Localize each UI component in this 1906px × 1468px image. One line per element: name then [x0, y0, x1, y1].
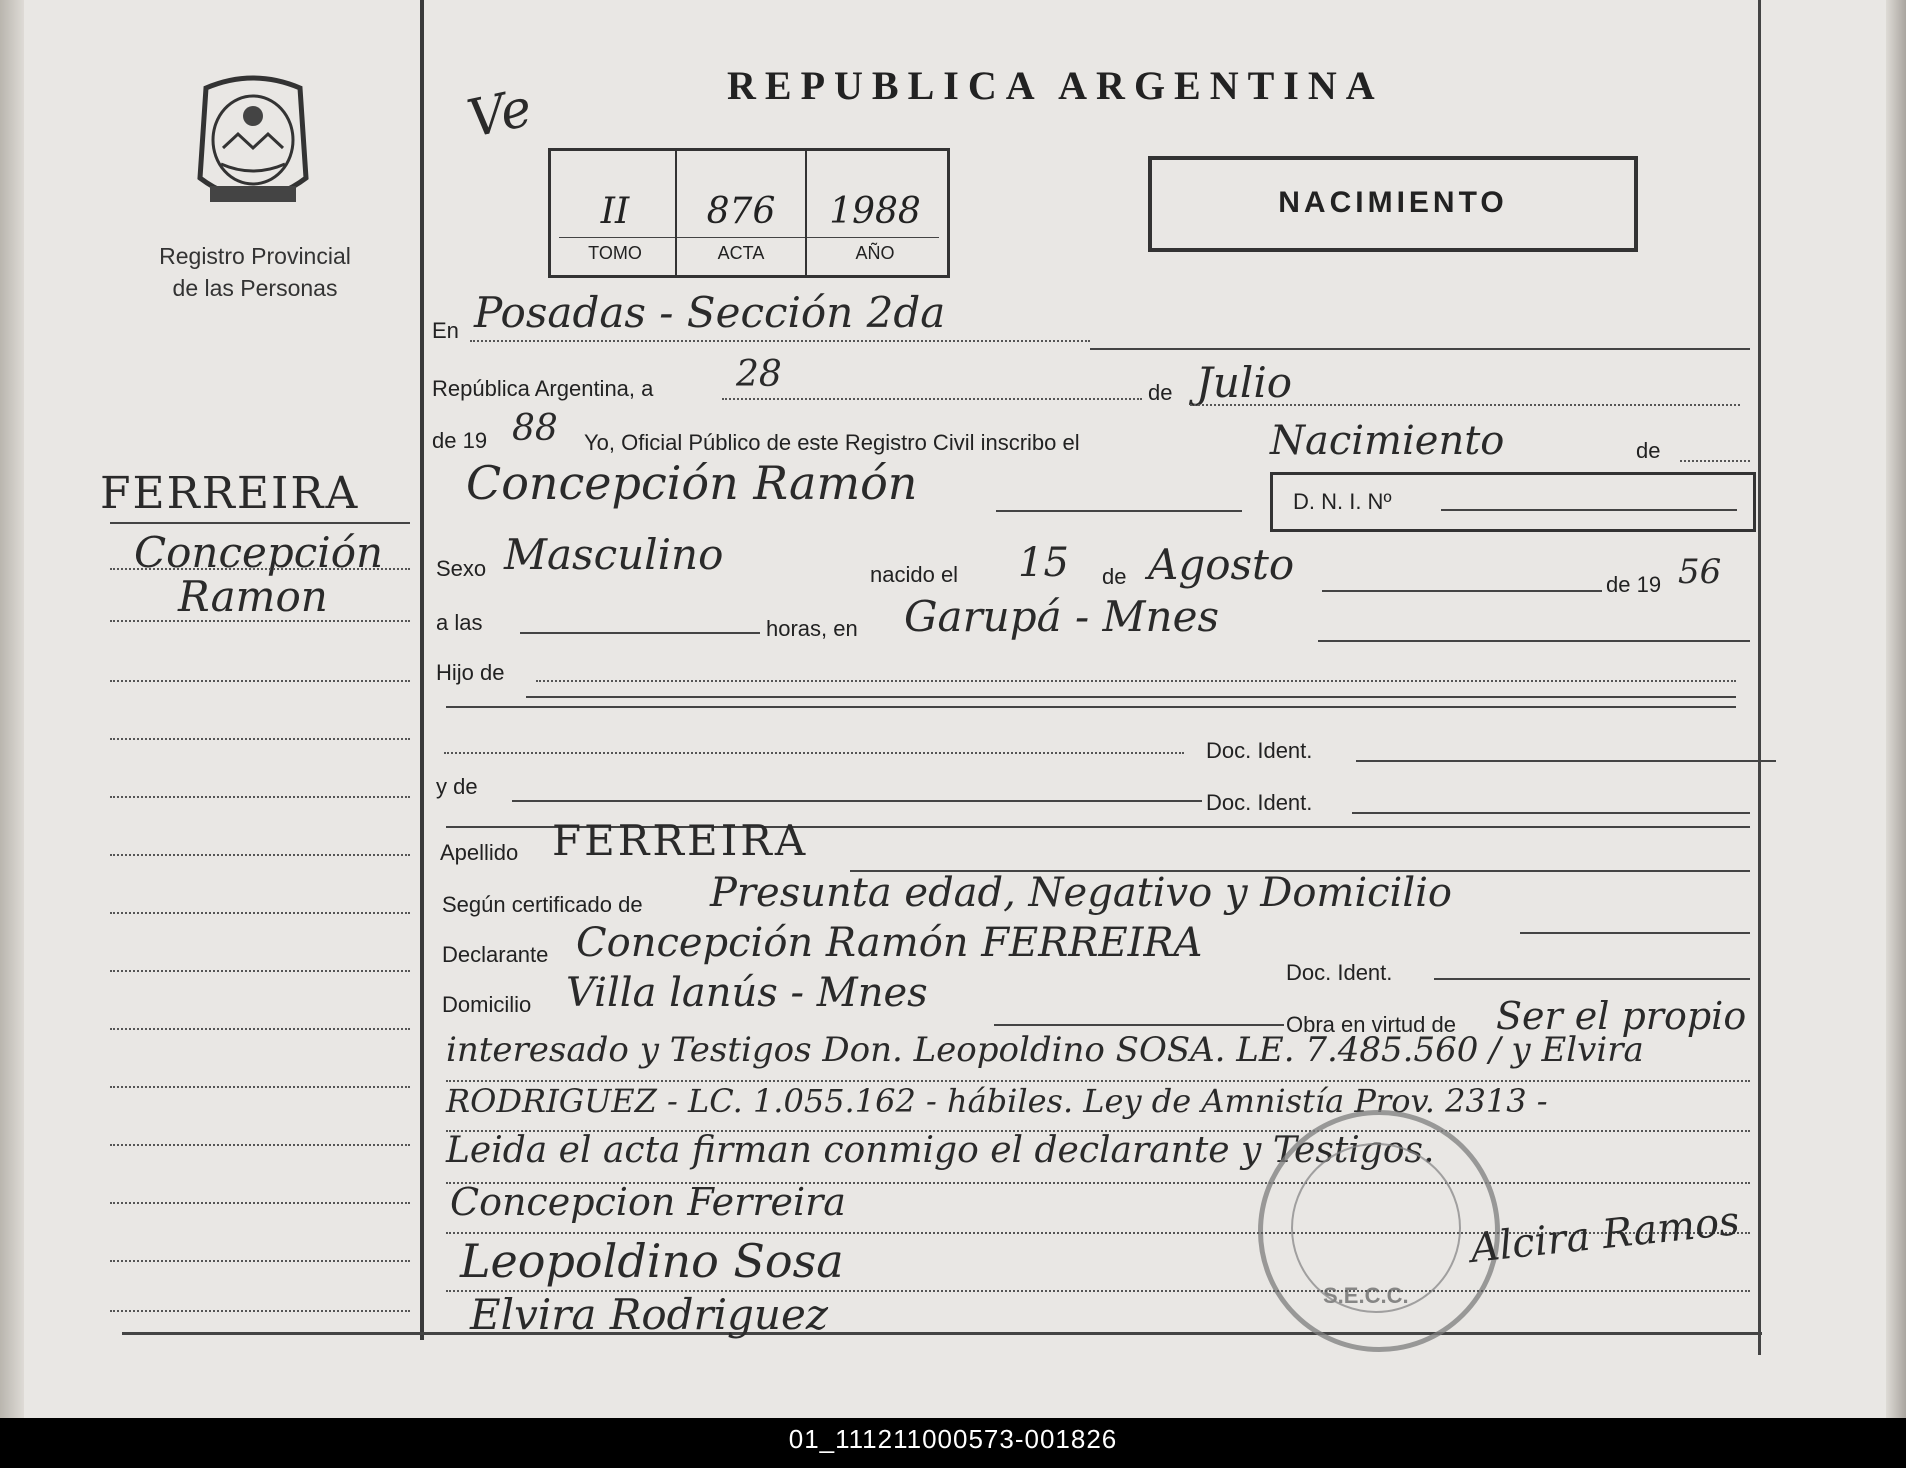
- name-rule: [996, 510, 1242, 512]
- reference-cell-divider: [675, 151, 677, 275]
- margin-line: [110, 1310, 410, 1312]
- reference-cell-divider: [805, 151, 807, 275]
- official-stamp-icon: [1258, 1110, 1500, 1352]
- year-suffix-value: 88: [512, 408, 558, 449]
- margin-line: [110, 1028, 410, 1030]
- event-type-box: [1148, 156, 1638, 252]
- margin-rule: [110, 522, 410, 524]
- doc-ident-label-2: Doc. Ident.: [1206, 790, 1313, 815]
- margin-line: [110, 970, 410, 972]
- margin-given-1: Concepción: [134, 528, 384, 577]
- yde-rule: [512, 800, 1202, 802]
- dni-label: D. N. I. Nº: [1293, 489, 1392, 514]
- margin-line: [110, 912, 410, 914]
- stamp-mark: S.E.C.C.: [1323, 1283, 1409, 1308]
- margin-line: [110, 680, 410, 682]
- doc-ident-label-1: Doc. Ident.: [1206, 738, 1313, 763]
- domicilio-value: Villa lanús - Mnes: [566, 970, 928, 1016]
- en-value: Posadas - Sección 2da: [474, 288, 946, 337]
- dni-rule: [1441, 509, 1737, 511]
- de19-label: de 19: [432, 428, 488, 453]
- sexo-label: Sexo: [436, 556, 487, 581]
- margin-given-2: Ramon: [178, 572, 328, 621]
- en-label: En: [432, 318, 459, 343]
- en-line: [470, 340, 1090, 342]
- obra-label: Obra en virtud de: [1286, 1012, 1456, 1037]
- acta-value: 876: [706, 191, 776, 232]
- sexo-value: Masculino: [504, 530, 724, 579]
- domicilio-label: Domicilio: [442, 992, 532, 1017]
- agency-line-2: de las Personas: [172, 275, 338, 301]
- event-type-title: NACIMIENTO: [1278, 186, 1508, 219]
- day-value: 28: [736, 354, 782, 395]
- republica-label: República Argentina, a: [432, 376, 654, 401]
- de19-label-2: de 19: [1606, 572, 1662, 597]
- alas-label: a las: [436, 610, 483, 635]
- birth-year-suffix: 56: [1678, 552, 1722, 592]
- reference-divider: [559, 237, 939, 238]
- book-page-edge-right: [1886, 0, 1906, 1418]
- doc-ident-rule-2: [1352, 812, 1750, 814]
- province-emblem-icon: [186, 68, 320, 218]
- margin-line: [110, 568, 410, 570]
- notes-line-2: RODRIGUEZ - LC. 1.055.162 - hábiles. Ley de Amnistía Prov. 2313 -: [446, 1082, 1548, 1120]
- form-right-border: [1758, 0, 1761, 1355]
- apellido-value: FERREIRA: [552, 816, 809, 865]
- acta-label: ACTA: [717, 243, 765, 263]
- margin-line: [110, 1144, 410, 1146]
- tomo-value: II: [600, 191, 630, 232]
- doc-ident-rule-1: [1356, 760, 1776, 762]
- reference-box: [548, 148, 950, 278]
- parent1-line: [444, 752, 1184, 754]
- margin-line: [110, 1202, 410, 1204]
- signature-official: Alcira Ramos: [1468, 1198, 1742, 1272]
- birth-day-value: 15: [1018, 540, 1069, 586]
- birth-place-rule: [1318, 640, 1750, 642]
- birth-place-value: Garupá - Mnes: [904, 592, 1219, 641]
- initials: Ve: [462, 78, 538, 150]
- inscribe-value: Nacimiento: [1270, 418, 1505, 464]
- horas-label: horas, en: [766, 616, 858, 641]
- segun-value: Presunta edad, Negativo y Domicilio: [710, 870, 1452, 916]
- book-page-edge-left: [0, 0, 24, 1418]
- domicilio-rule: [994, 1024, 1284, 1026]
- birth-month-rule: [1322, 590, 1602, 592]
- margin-line: [110, 854, 410, 856]
- signature-witness-1: Leopoldino Sosa: [460, 1234, 844, 1288]
- country-title: REPUBLICA ARGENTINA: [727, 63, 1384, 108]
- yo-label: Yo, Oficial Público de este Registro Civil inscribo el: [584, 430, 1080, 455]
- agency-label: [120, 240, 390, 304]
- de-label: de: [1148, 380, 1173, 405]
- file-id: 01_111211000573-001826: [788, 1424, 1118, 1454]
- dni-box: [1270, 472, 1756, 532]
- hijo-rule-2: [446, 706, 1736, 708]
- signature-declarante: Concepcion Ferreira: [450, 1180, 846, 1224]
- segun-rule: [1520, 932, 1750, 934]
- margin-surname: FERREIRA: [100, 468, 360, 519]
- de-label-3: de: [1102, 564, 1127, 589]
- form-bottom-rule: [122, 1332, 1762, 1335]
- signature-witness-2: Elvira Rodriguez: [470, 1290, 828, 1339]
- de-label-2: de: [1636, 438, 1661, 463]
- month-line: [1190, 404, 1740, 406]
- birth-month-value: Agosto: [1148, 540, 1295, 589]
- declarante-value: Concepción Ramón FERREIRA: [576, 920, 1203, 966]
- declarante-label: Declarante: [442, 942, 549, 967]
- ano-label: AÑO: [855, 243, 895, 263]
- margin-divider: [420, 0, 424, 1340]
- yde-label: y de: [436, 774, 478, 799]
- margin-line: [110, 738, 410, 740]
- hijo-label: Hijo de: [436, 660, 505, 685]
- notes-line-3: Leida el acta firman conmigo el declarante y Testigos.: [446, 1130, 1435, 1171]
- margin-line: [110, 620, 410, 622]
- notes-line-1: interesado y Testigos Don. Leopoldino SOSA. LE. 7.485.560 / y Elvira: [446, 1030, 1644, 1070]
- agency-line-1: Registro Provincial: [159, 243, 351, 269]
- de-line: [1680, 460, 1750, 462]
- doc-ident-label-3: Doc. Ident.: [1286, 960, 1393, 985]
- alas-rule: [520, 632, 760, 634]
- segun-label: Según certificado de: [442, 892, 643, 917]
- obra-value: Ser el propio: [1496, 994, 1747, 1038]
- margin-line: [110, 796, 410, 798]
- en-rule: [1090, 348, 1750, 350]
- margin-line: [110, 1086, 410, 1088]
- month-value: Julio: [1196, 358, 1293, 407]
- doc-ident-rule-3: [1434, 978, 1750, 980]
- margin-line: [110, 1260, 410, 1262]
- hijo-rule: [526, 696, 1736, 698]
- name-value: Concepción Ramón: [466, 456, 918, 510]
- nacido-label: nacido el: [870, 562, 959, 587]
- ano-value: 1988: [829, 191, 921, 232]
- apellido-label: Apellido: [440, 840, 519, 865]
- hijo-line: [536, 680, 1736, 682]
- tomo-label: TOMO: [588, 243, 642, 263]
- day-line: [722, 398, 1142, 400]
